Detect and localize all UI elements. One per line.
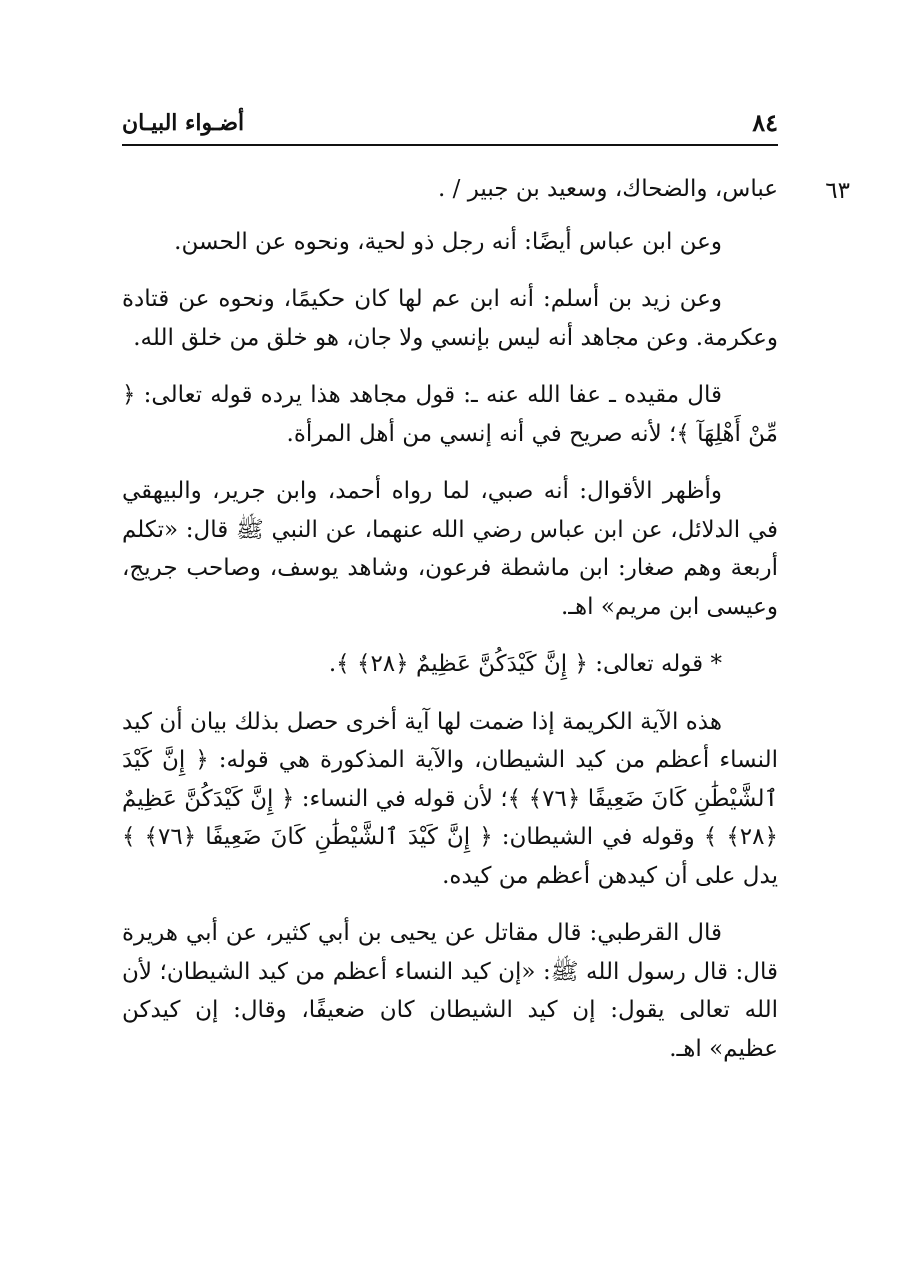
page-body xyxy=(122,170,778,1087)
page-number: ٨٤ xyxy=(752,108,778,137)
paragraph-7: هذه الآية الكريمة إذا ضمت لها آية أخرى حصل بذلك بيان أن كيد النساء أعظم من كيد الشيطان، والآية المذكورة هي قوله: ﴿ إِنَّ كَيْدَ ٱلشَّيْطَٰنِ كَانَ ضَعِيفًا ﴿٧٦﴾ ﴾؛ لأن قوله في النساء: ﴿ إِنَّ كَيْدَكُنَّ عَظِيمٌ ﴿٢٨﴾ ﴾ وقوله في الشيطان: ﴿ إِنَّ كَيْدَ ٱلشَّيْطَٰنِ كَانَ ضَعِيفًا ﴿٧٦﴾ ﴾ يدل على أن كيدهن أعظم من كيده. xyxy=(122,708,778,889)
margin-page-marker: ٦٣ xyxy=(825,178,850,204)
paragraph-4: قال مقيده ـ عفا الله عنه ـ: قول مجاهد هذا يرده قوله تعالى: ﴿ مِّنْ أَهْلِهَآ ﴾؛ لأنه صريح في أنه إنسي من أهل المرأة. xyxy=(122,382,778,447)
paragraph-5: وأظهر الأقوال: أنه صبي، لما رواه أحمد، وابن جرير، والبيهقي في الدلائل، عن ابن عباس رضي الله عنهما، عن النبي ﷺ قال: «تكلم أربعة وهم صغار: ابن ماشطة فرعون، وشاهد يوسف، وصاحب جريج، وعيسى ابن مريم» اهـ. xyxy=(122,478,778,620)
paragraph-3: وعن زيد بن أسلم: أنه ابن عم لها كان حكيمًا، ونحوه عن قتادة وعكرمة. وعن مجاهد أنه ليس بإنسي ولا جان، هو خلق من خلق الله. xyxy=(122,286,778,351)
paragraph-2: وعن ابن عباس أيضًا: أنه رجل ذو لحية، ونحوه عن الحسن. xyxy=(174,228,722,255)
verse-heading: * قوله تعالى: ﴿ إِنَّ كَيْدَكُنَّ عَظِيمٌ ﴿٢٨﴾ ﴾. xyxy=(328,651,722,677)
paragraph-8: قال القرطبي: قال مقاتل عن يحيى بن أبي كثير، عن أبي هريرة قال: قال رسول الله ﷺ: «إن كيد النساء أعظم من كيد الشيطان؛ لأن الله تعالى يقول: إن كيد الشيطان كان ضعيفًا، وقال: إن كيدكن عظيم» اهـ. xyxy=(122,920,778,1062)
book-title: أضـواء البيـان xyxy=(122,110,245,136)
paragraph-1: عباس، والضحاك، وسعيد بن جبير / . xyxy=(438,176,778,202)
running-header xyxy=(122,108,778,146)
